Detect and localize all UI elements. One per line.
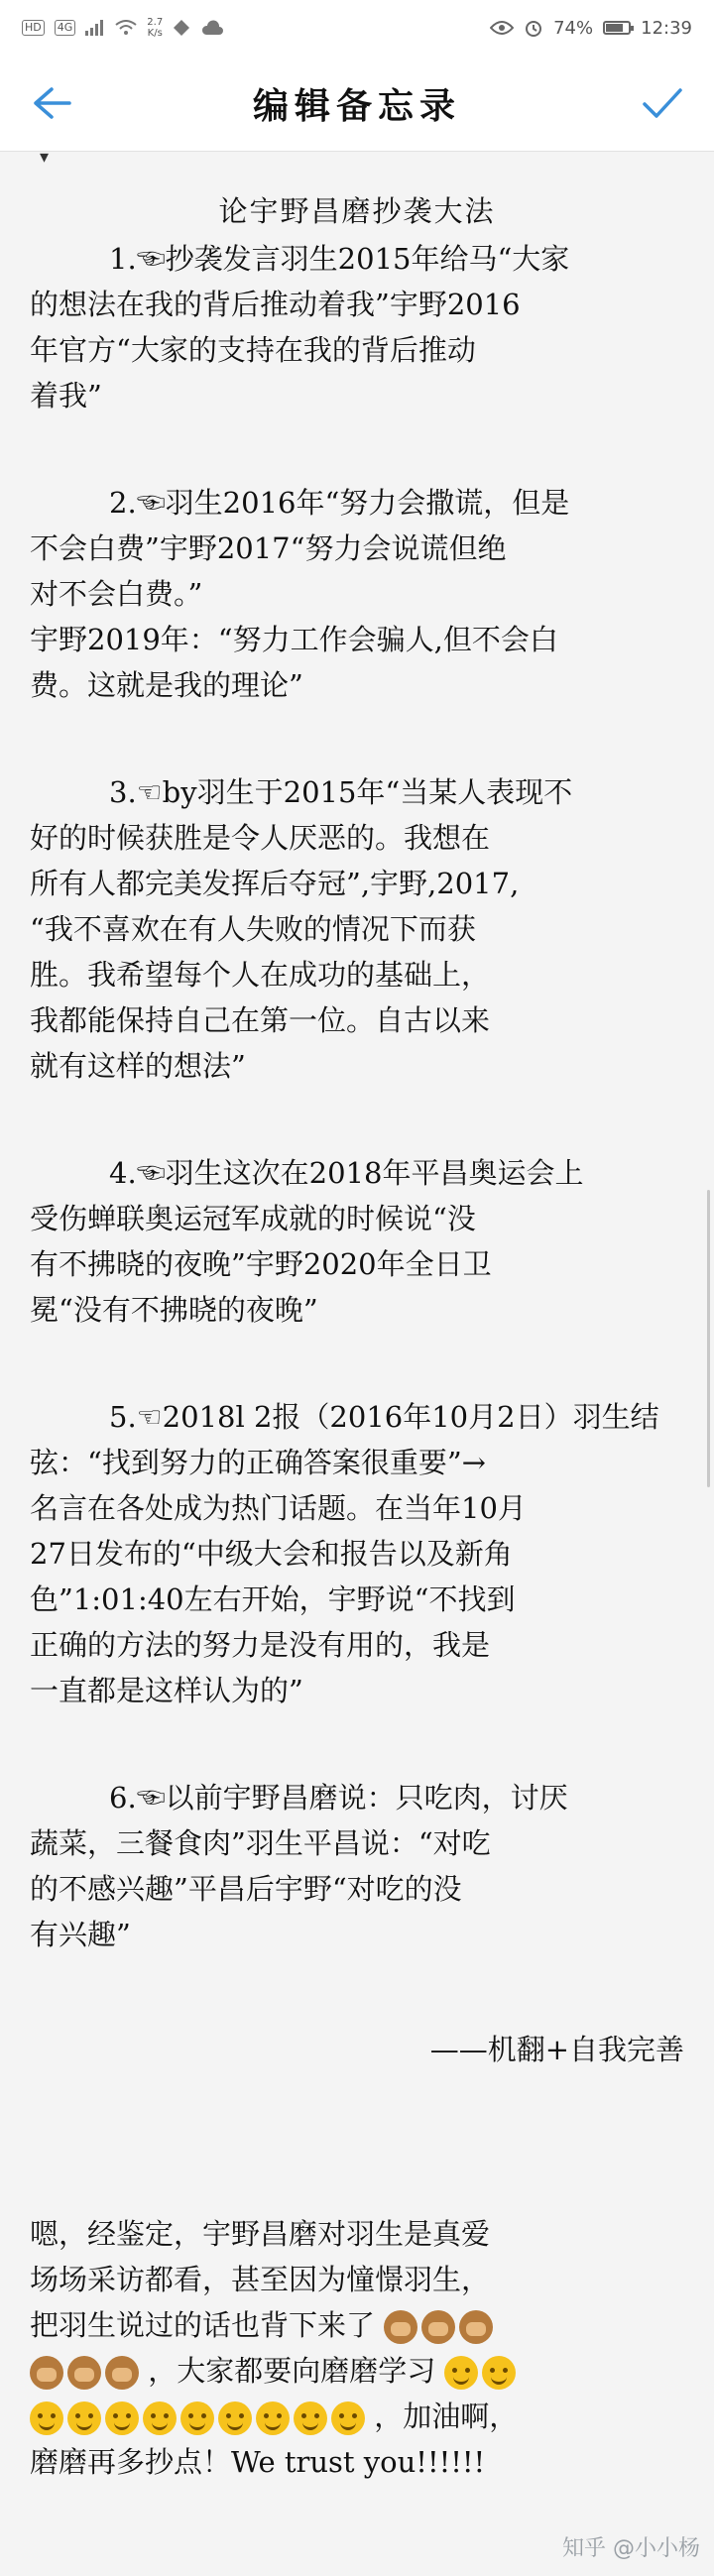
section-line: 正确的方法的努力是没有用的，我是 xyxy=(30,1628,491,1662)
alarm-icon xyxy=(524,18,543,38)
section-line: 冕“没有不拂晓的夜晚” xyxy=(30,1293,318,1327)
section-line: 受伤蝉联奥运冠军成就的时候说“没 xyxy=(30,1202,476,1235)
section-line: 一直都是这样认为的” xyxy=(30,1674,303,1707)
closing-line: 场场采访都看，甚至因为憧憬羽生， xyxy=(30,2263,491,2296)
section-line: 着我” xyxy=(30,379,102,412)
section-line: 4.☜羽生这次在2018年平昌奥运会上 xyxy=(109,1156,584,1190)
upside-down-face-icon xyxy=(482,2356,516,2390)
closing-line: 嗯，经鉴定，宇野昌磨对羽生是真爱 xyxy=(30,2217,491,2251)
closing-line: 磨磨再多抄点！We trust you!!!!!! xyxy=(30,2445,486,2479)
section-line: 费。这就是我的理论” xyxy=(30,668,303,702)
upside-down-face-icon xyxy=(30,2401,63,2435)
section-line: 蔬菜，三餐食肉”羽生平昌说：“对吃 xyxy=(30,1826,491,1860)
signal-icon xyxy=(85,20,105,36)
section-line: 27日发布的“中级大会和报告以及新角 xyxy=(30,1537,513,1571)
see-no-evil-monkey-icon xyxy=(67,2356,101,2390)
closing-paragraph xyxy=(30,2211,684,2485)
section-line: 5.☜2018l 2报（2016年10月2日）羽生结 xyxy=(109,1400,659,1434)
back-arrow-icon xyxy=(32,85,71,121)
section-4 xyxy=(30,1150,684,1333)
section-line: 6.☜以前宇野昌磨说：只吃肉，讨厌 xyxy=(109,1781,568,1815)
signature: ——机翻+自我完善 xyxy=(429,2033,684,2066)
section-line: 不会白费”宇野2017“努力会说谎但绝 xyxy=(30,531,507,565)
status-right xyxy=(490,18,692,39)
scrollbar[interactable] xyxy=(707,1190,710,1487)
section-line: “我不喜欢在有人失败的情况下而获 xyxy=(30,912,476,946)
section-line: 年官方“大家的支持在我的背后推动 xyxy=(30,333,476,367)
closing-line xyxy=(30,2302,684,2348)
note-title: 论宇野昌磨抄袭大法 xyxy=(218,194,496,228)
watermark: 知乎 @小小杨 xyxy=(562,2536,700,2561)
see-no-evil-monkey-icon xyxy=(459,2310,493,2344)
section-2 xyxy=(30,480,684,708)
checkmark-icon xyxy=(642,86,683,120)
section-line: 2.☜羽生2016年“努力会撒谎，但是 xyxy=(109,486,570,520)
section-line: 色”1:01:40左右开始，宇野说“不找到 xyxy=(30,1582,516,1616)
app-notification-icon xyxy=(173,19,190,37)
section-3 xyxy=(30,769,684,1089)
section-line: 1.☜抄袭发言羽生2015年给马“大家 xyxy=(109,242,570,276)
section-line: 好的时候获胜是令人厌恶的。我想在 xyxy=(30,821,491,855)
section-line: 我都能保持自己在第一位。自古以来 xyxy=(30,1003,491,1037)
upside-down-face-icon xyxy=(331,2401,365,2435)
section-line: 所有人都完美发挥后夺冠”,宇野,2017, xyxy=(30,867,520,900)
section-line: 就有这样的想法” xyxy=(30,1049,246,1083)
upside-down-face-icon xyxy=(180,2401,214,2435)
confirm-button[interactable] xyxy=(639,79,686,127)
see-no-evil-monkey-icon xyxy=(384,2310,417,2344)
section-line: 宇野2019年：“努力工作会骗人,但不会白 xyxy=(30,623,558,656)
battery-icon xyxy=(603,21,631,35)
upside-down-face-icon xyxy=(218,2401,252,2435)
network-badge: 4G xyxy=(55,20,76,36)
closing-line-text: ，大家都要向磨磨学习 xyxy=(148,2354,436,2388)
status-left xyxy=(22,17,224,39)
wifi-icon xyxy=(115,20,137,36)
section-line: 有不拂晓的夜晚”宇野2020年全日卫 xyxy=(30,1247,492,1281)
closing-line-text: 把羽生说过的话也背下来了 xyxy=(30,2308,376,2342)
app-header xyxy=(0,56,714,152)
upside-down-face-icon xyxy=(105,2401,139,2435)
section-6 xyxy=(30,1775,684,1957)
upside-down-face-icon xyxy=(143,2401,177,2435)
see-no-evil-monkey-icon xyxy=(421,2310,455,2344)
cursor-handle-icon[interactable]: ▾ xyxy=(40,147,50,168)
section-line: 名言在各处成为热门话题。在当年10月 xyxy=(30,1491,527,1525)
hd-badge: HD xyxy=(22,20,45,36)
see-no-evil-monkey-icon xyxy=(105,2356,139,2390)
section-line: 3.☜by羽生于2015年“当某人表现不 xyxy=(109,775,573,809)
page-title: 编辑备忘录 xyxy=(252,85,461,127)
section-line: 弦：“找到努力的正确答案很重要”→ xyxy=(30,1446,486,1479)
closing-line-text: ，加油啊， xyxy=(374,2400,519,2433)
upside-down-face-icon xyxy=(67,2401,101,2435)
section-line: 对不会白费。” xyxy=(30,577,203,611)
upside-down-face-icon xyxy=(444,2356,478,2390)
section-line: 胜。我希望每个人在成功的基础上， xyxy=(30,958,491,992)
clock: 12:39 xyxy=(641,17,692,39)
section-5 xyxy=(30,1394,684,1713)
cloud-icon xyxy=(200,20,224,36)
section-line: 的想法在我的背后推动着我”宇野2016 xyxy=(30,288,521,321)
section-line: 有兴趣” xyxy=(30,1918,131,1951)
see-no-evil-monkey-icon xyxy=(30,2356,63,2390)
network-speed: 2.7 K/s xyxy=(147,17,164,39)
note-editor[interactable] xyxy=(30,149,684,2485)
upside-down-face-icon xyxy=(256,2401,290,2435)
status-bar xyxy=(0,0,714,56)
back-button[interactable] xyxy=(28,79,75,127)
eye-comfort-icon xyxy=(490,20,514,36)
section-line: 的不感兴趣”平昌后宇野“对吃的没 xyxy=(30,1872,462,1906)
section-1 xyxy=(30,236,684,418)
battery-percent: 74% xyxy=(553,17,594,39)
closing-line xyxy=(30,2394,684,2439)
closing-line xyxy=(30,2348,684,2394)
upside-down-face-icon xyxy=(294,2401,327,2435)
